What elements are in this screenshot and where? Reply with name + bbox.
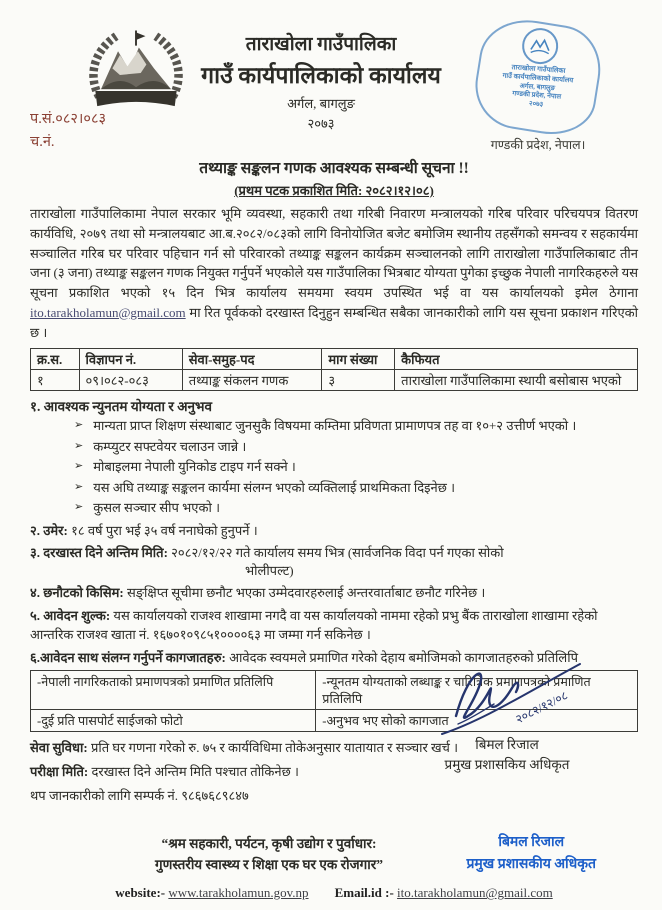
arrow-bullet-icon: ➢ bbox=[74, 419, 84, 432]
header-office-name: गाउँ कार्यपालिकाको कार्यालय bbox=[201, 63, 441, 88]
table-cell: १ bbox=[31, 370, 80, 391]
website-label: website:- bbox=[115, 885, 169, 901]
qualification-list bbox=[74, 417, 638, 517]
email-link[interactable]: ito.tarakholamun@gmail.com bbox=[30, 304, 186, 320]
notice-title: तथ्याङ्क सङ्कलन गणक आवश्यक सम्बन्धी सूचना !! bbox=[199, 160, 469, 177]
header-municipality-name: ताराखोला गाउँपालिका bbox=[245, 34, 397, 55]
notice-body bbox=[30, 204, 638, 342]
list-item bbox=[74, 417, 638, 435]
stamp-line: २०७३ bbox=[528, 100, 544, 109]
list-item-text: कुसल सञ्चार सीप भएको । bbox=[93, 500, 221, 516]
table-cell: ताराखोला गाउँपालिकामा स्थायी बसोबास भएको bbox=[395, 370, 638, 391]
table-cell: ३ bbox=[322, 370, 395, 391]
letterhead bbox=[0, 0, 662, 152]
officer-title-blue: प्रमुख प्रशासकीय अधिकृत bbox=[466, 857, 596, 873]
arrow-bullet-icon: ➢ bbox=[74, 480, 84, 493]
section-text: आवेदक स्वयमले प्रमाणित गरेको देहाय बमोजिमको कागजातहरुको प्रतिलिपि bbox=[225, 649, 578, 665]
arrow-bullet-icon: ➢ bbox=[74, 439, 84, 452]
section-qualifications-title: १. आवश्यक न्युनतम योग्यता र अनुभव bbox=[30, 399, 213, 415]
table-cell: ०९।०८२-०८३ bbox=[79, 370, 182, 391]
list-item bbox=[74, 438, 638, 456]
header-address: अर्गल, बागलुङ bbox=[287, 96, 355, 111]
section-label: ६.आवेदन साथ संलग्न गर्नुपर्ने कागजातहरु: bbox=[30, 649, 226, 665]
officer-name-blue: बिमल रिजाल bbox=[498, 835, 565, 851]
section-text-continued: भोलीपल्ट) bbox=[245, 563, 294, 579]
footer-text: दरखास्त दिने अन्तिम मिति पश्चात तोकिनेछ । bbox=[88, 764, 299, 780]
stamp-line: अर्गल, बागलुङ bbox=[519, 82, 556, 92]
email-label: Email.id :- bbox=[334, 885, 398, 901]
section-text: यस कार्यालयको राजश्व शाखामा नगदै वा यस कार्यालयको नाममा रहेको प्रभु बैंक ताराखोला शाखामा रहेको आन्तरिक राजश्व खाता नं. १६७०१०९८५१००००६३ मा जम्मा गर्न सकिनेछ । bbox=[30, 607, 598, 642]
reference-number: च.नं. bbox=[30, 134, 55, 151]
list-item bbox=[74, 479, 638, 497]
table-row bbox=[31, 370, 638, 391]
footer-label: सेवा सुविधा: bbox=[30, 740, 88, 756]
bottom-block bbox=[30, 834, 638, 901]
slogan-line-2: गुणस्तरीय स्वास्थ्य र शिक्षा एक घर एक रोजगार” bbox=[154, 857, 383, 873]
website-link[interactable]: www.tarakholamun.gov.np bbox=[168, 885, 309, 901]
table-cell: -नेपाली नागरिकताको प्रमाणपत्रको प्रमाणित प्रतिलिपि bbox=[31, 671, 316, 710]
footer-text: प्रति घर गणना गरेको रु. ७५ र कार्यविधिमा तोकेअनुसार यातायात र सञ्चार खर्च । bbox=[87, 740, 459, 756]
table-cell: तथ्याङ्क संकलन गणक bbox=[182, 370, 322, 391]
signature-scribble bbox=[428, 658, 598, 743]
email-link-bottom[interactable]: ito.tarakholamun@gmail.com bbox=[397, 885, 553, 901]
official-stamp bbox=[469, 13, 607, 141]
list-item bbox=[74, 458, 638, 476]
table-cell: -अनुभव भए सोको कागजात bbox=[316, 710, 638, 732]
contact-line: थप जानकारीको लागि सम्पर्क नं. ९८६७६८९८४७ bbox=[30, 788, 249, 804]
signature-date-scribble: २०८२/१२/०८ bbox=[513, 688, 571, 727]
table-cell: -दुई प्रति पासपोर्ट साईजको फोटो bbox=[31, 710, 316, 732]
section-label: २. उमेर: bbox=[30, 522, 68, 538]
signatory-name: बिमल रिजाल bbox=[475, 737, 539, 752]
signatory-title: प्रमुख प्रशासकिय अधिकृत bbox=[444, 756, 570, 772]
section-text: सङ्क्षिप्त सूचीमा छनौट भएका उम्मेदवारहरुलाई अन्तरवार्ताबाट छनौट गरिनेछ । bbox=[123, 585, 486, 601]
published-date: (प्रथम पटक प्रकाशित मिति: २०८२।१२।०८) bbox=[234, 183, 434, 198]
header-year: २०७३ bbox=[307, 116, 335, 131]
table-header-cell: कैफियत bbox=[395, 349, 638, 370]
table-header-row bbox=[31, 349, 638, 370]
table-header-cell: क्र.स. bbox=[31, 349, 80, 370]
table-header-cell: माग संख्या bbox=[322, 349, 395, 370]
list-item-text: मान्यता प्राप्त शिक्षण संस्थाबाट जुनसुकै विषयमा कम्तिमा प्रविणता प्रामाणपत्र तह वा १०+२ उत्तीर्ण भएको । bbox=[93, 418, 577, 434]
section-label: ४. छनौटको किसिम: bbox=[30, 585, 124, 601]
stamp-line: ताराखोला गाउँपालिका bbox=[511, 64, 566, 75]
table-header-cell: विज्ञापन नं. bbox=[79, 349, 182, 370]
section-age bbox=[30, 522, 638, 541]
footer-label: परीक्षा मिति: bbox=[30, 764, 89, 780]
section-fee bbox=[30, 607, 638, 645]
section-label: ३. दरखास्त दिने अन्तिम मिति: bbox=[30, 545, 168, 561]
table-cell: -न्यूनतम योग्यताको लब्धाङ्क र चारित्रिक प्रमाणपत्रको प्रमाणित प्रतिलिपि bbox=[316, 671, 638, 710]
slogan-line-1: “श्रम सहकारी, पर्यटन, कृषी उद्योग र पुर्वाधार: bbox=[161, 836, 377, 852]
vacancy-table bbox=[30, 348, 638, 391]
province-caption: गण्डकी प्रदेश, नेपाल। bbox=[490, 138, 586, 152]
stamp-line: गण्डकी प्रदेश, नेपाल bbox=[512, 90, 562, 102]
list-item bbox=[74, 499, 638, 517]
arrow-bullet-icon: ➢ bbox=[74, 501, 84, 514]
notice-body-text: मा रित पूर्वकको दरखास्त दिनुहुन सम्बन्धित सबैका जानकारीको लागि यस सूचना प्रकाशन गरिएको छ । bbox=[30, 304, 638, 340]
section-text: १८ वर्ष पुरा भई ३५ वर्ष ननाघेको हुनुपर्ने । bbox=[67, 522, 258, 538]
website-email-line bbox=[30, 885, 638, 901]
stamp-line: गाउँ कार्यपालिकाको कार्यालय bbox=[502, 72, 574, 85]
table-header-cell: सेवा-समुह-पद bbox=[182, 349, 322, 370]
list-item-text: मोबाइलमा नेपाली युनिकोड टाइप गर्न सक्ने । bbox=[93, 459, 296, 475]
section-text: २०८२/१२/२२ गते कार्यालय समय भित्र (सार्वजनिक विदा पर्न गएका सोको bbox=[167, 545, 504, 561]
letter-number: प.सं.०८२।०८३ bbox=[30, 111, 107, 127]
section-deadline bbox=[30, 544, 638, 580]
list-item-text: यस अघि तथ्याङ्क सङ्कलन कार्यमा संलग्न भएको व्यक्तिलाई प्राथमिकता दिइनेछ । bbox=[93, 479, 455, 495]
section-label: ५. आवेदन शुल्क: bbox=[30, 607, 111, 623]
section-selection bbox=[30, 584, 638, 603]
stamp-emblem-icon bbox=[521, 27, 559, 65]
list-item-text: कम्प्युटर सफ्टवेयर चलाउन जान्ने । bbox=[93, 438, 247, 454]
arrow-bullet-icon: ➢ bbox=[74, 460, 84, 473]
notice-body-text: ताराखोला गाउँपालिकामा नेपाल सरकार भूमि व्यवस्था, सहकारी तथा गरिबी निवारण मन्त्रालयको गरिब परिवार परिचयपत्र वितरण कार्यविधि, २०७९ तथा सो मन्त्रालयबाट आ.ब.२०८२/०८३को लागि विनोयोजित बजेट बमोजिम स्थानीय तहसँगको समन्वय र सहकार्यमा सञ्चालित गरिब घर परिवार पहिचान गर्न सो परिवारको तथ्याङ्क सङ्कलन कार्यक्रम सञ्चालनको लागि ताराखोला गाउँपालिकाबाट तीन जना (३ जना) तथ्याङ्क सङ्कलन गणक नियुक्त गर्नुपर्ने भएकोले यस गाउँपालिका भित्रबाट योग्यता पुगेका इच्छुक नेपाली नागरिकहरुले यस सूचना प्रकाशित भएको १५ दिन भित्र कार्यालय समयमा स्वयम उपस्थित भई वा यस कार्यालयको इमेल ठेगाना bbox=[30, 206, 638, 300]
